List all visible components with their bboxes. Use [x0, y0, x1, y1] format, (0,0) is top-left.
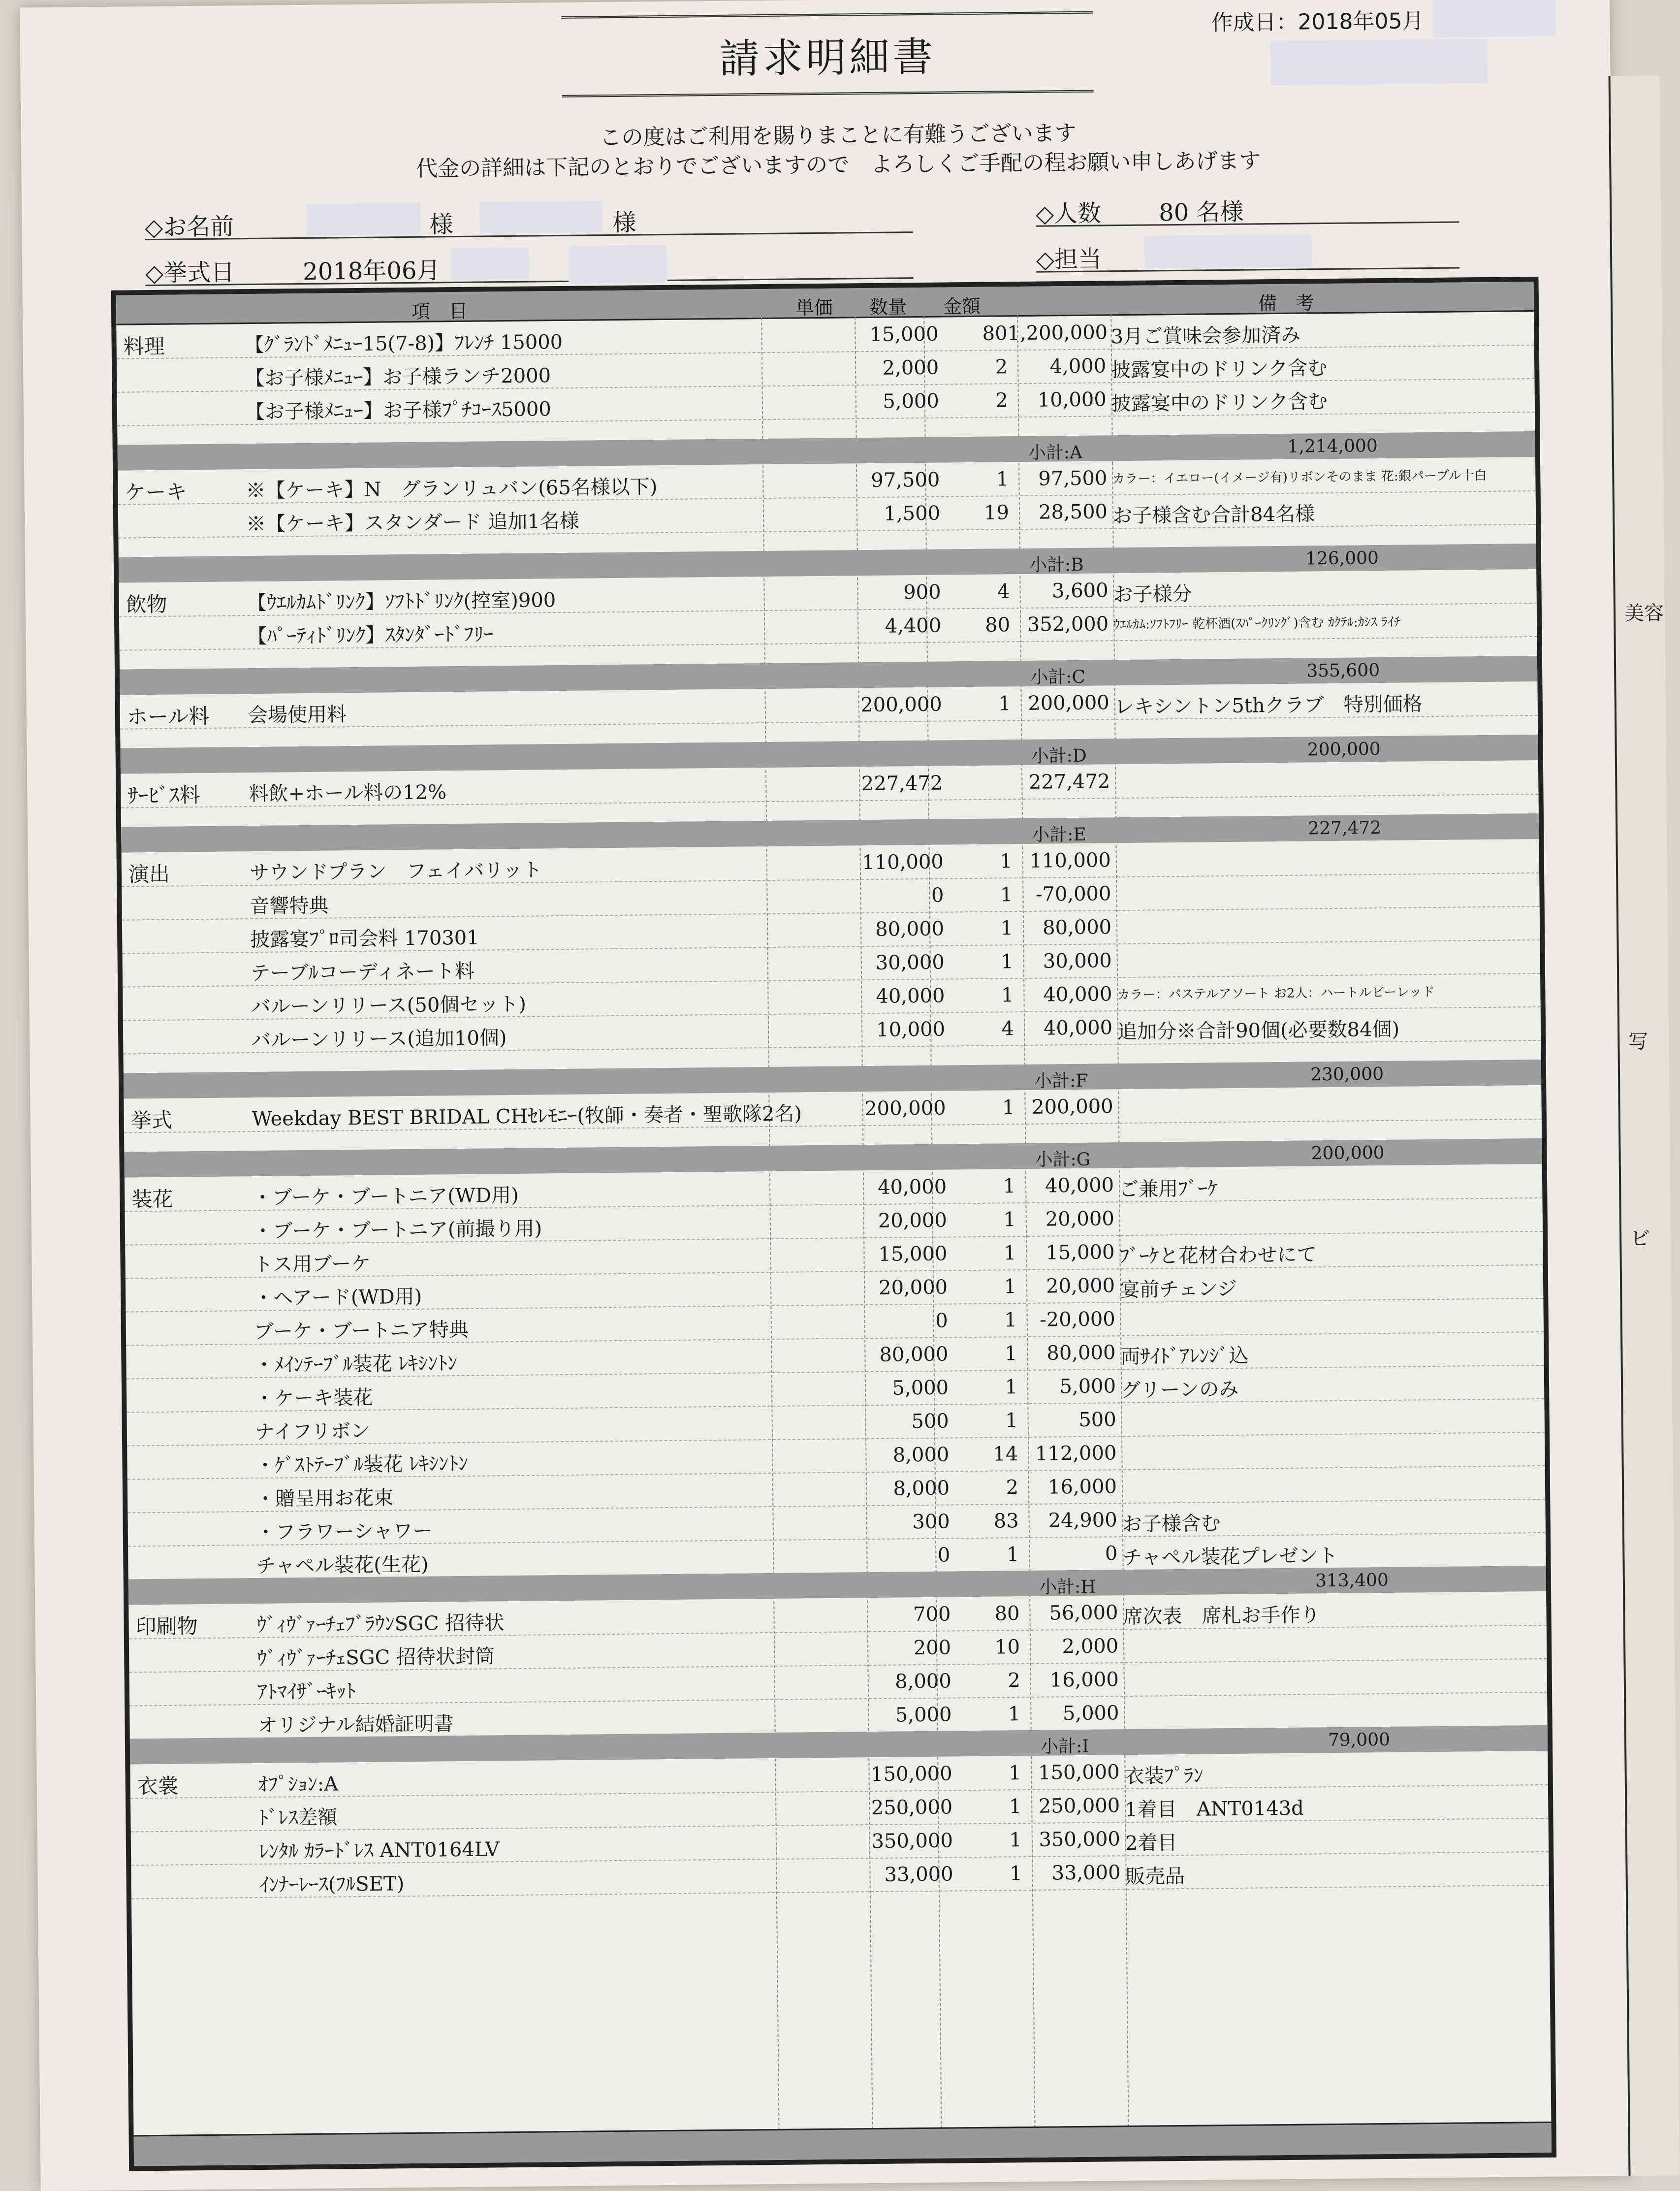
price-cell: 8,000	[895, 1670, 952, 1693]
price-cell: 33,000	[884, 1863, 953, 1886]
subtotal-label: 小計:D	[1031, 745, 1087, 767]
name-label: ◇お名前	[145, 213, 234, 242]
price-cell: 200,000	[860, 693, 942, 717]
date-value: 2018年06月	[302, 257, 441, 286]
subtotal-value: 200,000	[1311, 1142, 1385, 1164]
item-cell: オリジナル結婚証明書	[257, 1712, 454, 1738]
qty-cell: 4	[1001, 1017, 1014, 1040]
invoice-sheet	[20, 0, 1664, 2191]
page-title: 請求明細書	[719, 33, 936, 83]
subtotal-label: 小計:C	[1030, 667, 1086, 688]
category-cell: 演出	[128, 862, 170, 887]
note-cell: お子様含む合計84名様	[1112, 503, 1315, 528]
subtotal-value: 1,214,000	[1287, 436, 1378, 457]
amount-cell: 56,000	[1049, 1601, 1118, 1625]
note-cell: ｳｴﾙｶﾑ:ｿﾌﾄﾌﾘｰ 乾杯酒(ｽﾊﾟｰｸﾘﾝｸﾞ)含む ｶｸﾃﾙ:ｶｼｽ ﾗｲﾁ	[1113, 614, 1400, 633]
item-cell: ・ﾒｲﾝﾃｰﾌﾞﾙ装花 ﾚｷｼﾝﾄﾝ	[254, 1352, 458, 1377]
qty-cell: 1	[1004, 1275, 1017, 1298]
qty-cell: 1	[1005, 1376, 1018, 1399]
edge-label: ビ	[1630, 1227, 1650, 1251]
note-cell: カラー：パステルアソート お2人：ハートルビーレッド	[1117, 985, 1435, 1003]
item-cell: 会場使用料	[248, 703, 347, 727]
amount-cell: 112,000	[1035, 1442, 1117, 1465]
qty-cell: 1	[1008, 1703, 1021, 1726]
item-cell: ・ケーキ装花	[254, 1386, 373, 1411]
price-cell: 15,000	[869, 322, 939, 346]
amount-cell: -20,000	[1040, 1308, 1115, 1331]
item-cell: ｱﾄﾏｲｻﾞｰｷｯﾄ	[257, 1680, 356, 1704]
price-cell: 40,000	[876, 984, 945, 1008]
category-cell: 料理	[123, 334, 165, 359]
price-cell: 15,000	[878, 1242, 948, 1266]
redacted-block	[479, 201, 603, 233]
amount-cell: 5,000	[1062, 1702, 1119, 1725]
qty-cell: 4	[997, 580, 1010, 603]
amount-cell: 20,000	[1046, 1274, 1115, 1298]
item-cell: 音響特典	[250, 894, 329, 918]
edge-label: 美容	[1624, 602, 1664, 625]
amount-cell: 40,000	[1045, 1174, 1114, 1197]
category-cell: 印刷物	[135, 1614, 198, 1639]
col-amount-header: 金額	[943, 295, 981, 318]
note-cell: ご兼用ﾌﾞｰｹ	[1119, 1177, 1218, 1201]
amount-cell: 1,200,000	[1007, 321, 1108, 345]
redacted-block	[1144, 234, 1312, 268]
redacted-block	[1270, 39, 1488, 85]
qty-cell: 1	[1000, 917, 1014, 940]
col-qty-header: 数量	[869, 296, 907, 318]
qty-cell: 1	[1000, 883, 1013, 906]
category-cell: 衣裳	[137, 1773, 179, 1799]
item-cell: ナイフリボン	[254, 1419, 371, 1444]
subtotal-label: 小計:H	[1039, 1577, 1096, 1598]
price-cell: 30,000	[875, 951, 945, 974]
item-cell: 【ｳｴﾙｶﾑﾄﾞﾘﾝｸ】ｿﾌﾄﾄﾞﾘﾝｸ(控室)900	[247, 589, 556, 615]
subtotal-label: 小計:A	[1028, 442, 1083, 463]
price-cell: 8,000	[893, 1477, 950, 1500]
redacted-block	[1432, 0, 1556, 37]
category-cell: 飲物	[126, 592, 167, 617]
qty-cell: 1	[998, 692, 1011, 715]
subtotal-label: 小計:E	[1032, 824, 1086, 845]
qty-cell: 1	[1004, 1309, 1017, 1332]
date-label: ◇挙式日	[145, 258, 235, 288]
price-cell: 150,000	[870, 1762, 952, 1786]
item-cell: 【お子様ﾒﾆｭｰ】お子様ﾌﾟﾁｺｰｽ5000	[245, 398, 551, 424]
subtotal-label: 小計:I	[1040, 1736, 1089, 1757]
qty-cell: 19	[983, 501, 1010, 524]
amount-cell: 16,000	[1049, 1668, 1119, 1692]
price-cell: 5,000	[892, 1376, 949, 1400]
item-cell: ｵﾌﾟｼｮﾝ:A	[258, 1772, 339, 1797]
note-cell: ﾌﾞｰｹと花材合わせにて	[1119, 1243, 1317, 1268]
qty-cell: 1	[1003, 1208, 1016, 1231]
customer-name-field	[145, 197, 913, 240]
item-cell: トス用ブーケ	[253, 1252, 371, 1277]
price-cell: 5,000	[883, 389, 940, 413]
item-cell: バルーンリリース(追加10個)	[251, 1027, 507, 1052]
subtotal-value: 79,000	[1328, 1729, 1391, 1751]
col-price-header: 単価	[795, 296, 833, 319]
item-cell: ﾚﾝﾀﾙ ｶﾗｰﾄﾞﾚｽ ANT0164LV	[258, 1838, 500, 1864]
title-rule-top	[561, 11, 1093, 22]
amount-cell: 352,000	[1027, 612, 1109, 636]
note-cell: 宴前チェンジ	[1119, 1277, 1237, 1302]
qty-cell: 80	[994, 1602, 1020, 1625]
price-cell: 0	[937, 1544, 951, 1567]
staff-label: ◇担当	[1036, 245, 1102, 274]
subtotal-value: 126,000	[1305, 548, 1379, 569]
amount-cell: 40,000	[1043, 983, 1112, 1006]
title-rule-bottom	[562, 90, 1094, 100]
qty-cell: 1	[1004, 1342, 1017, 1365]
note-cell: 1着目 ANT0143d	[1125, 1797, 1304, 1822]
title-block	[561, 11, 1094, 107]
name-suffix-2: 様	[612, 209, 636, 237]
price-cell: 250,000	[871, 1796, 953, 1820]
qty-cell: 2	[1008, 1669, 1021, 1692]
item-cell: ブーケ・ブートニア特典	[254, 1318, 469, 1344]
item-cell: ・ブーケ・ブートニア(前撮り用)	[253, 1217, 542, 1243]
name-suffix-1: 様	[429, 211, 453, 239]
qty-cell: 1	[1000, 850, 1013, 873]
redacted-block	[450, 248, 530, 280]
item-cell: ｳﾞｨｳﾞｧｰﾁｪSGC 招待状封筒	[257, 1645, 495, 1671]
amount-cell: 33,000	[1051, 1861, 1121, 1885]
price-cell: 20,000	[878, 1209, 948, 1232]
item-cell: ※【ケーキ】スタンダード 追加1名様	[246, 510, 579, 536]
price-cell: 200,000	[864, 1096, 946, 1121]
category-cell: 装花	[131, 1187, 173, 1212]
redacted-block	[569, 245, 667, 284]
item-cell: テーブﾙコーディネート料	[250, 960, 475, 985]
item-cell: ※【ケーキ】N グランリュバン(65名様以下)	[246, 476, 658, 503]
subtotal-label: 小計:F	[1034, 1070, 1088, 1092]
qty-cell: 1	[1008, 1762, 1021, 1785]
amount-cell: 3,600	[1051, 579, 1109, 603]
item-cell: ｳﾞｨｳﾞｧｰﾁｪﾌﾞﾗｳﾝSGC 招待状	[256, 1611, 505, 1637]
note-cell: 衣装ﾌﾟﾗﾝ	[1124, 1764, 1204, 1788]
subtotal-value: 200,000	[1307, 739, 1381, 760]
item-cell: 披露宴ﾌﾟﾛ司会料 170301	[250, 926, 479, 952]
qty-cell: 1	[1006, 1543, 1019, 1566]
category-cell: ｻｰﾋﾞｽ料	[127, 783, 200, 808]
item-cell: 【お子様ﾒﾆｭｰ】お子様ランチ2000	[245, 364, 551, 390]
price-cell: 80,000	[879, 1343, 949, 1366]
price-cell: 8,000	[892, 1443, 950, 1467]
price-cell: 2,000	[882, 356, 939, 380]
qty-cell	[943, 771, 1012, 772]
edge-label: 写	[1628, 1030, 1648, 1054]
table-footer-bar	[134, 2122, 1552, 2166]
item-cell: ｲﾝﾅｰﾚｰｽ(ﾌﾙSET)	[259, 1872, 405, 1897]
subtotal-value: 227,472	[1308, 818, 1382, 839]
subtotal-value: 230,000	[1310, 1064, 1384, 1085]
amount-cell: 5,000	[1059, 1375, 1116, 1398]
qty-cell: 80	[985, 613, 1011, 637]
amount-cell: 97,500	[1038, 467, 1108, 490]
amount-cell: 15,000	[1046, 1241, 1115, 1264]
price-cell: 97,500	[871, 468, 940, 492]
price-cell: 80,000	[875, 917, 945, 941]
amount-cell: 200,000	[1028, 691, 1109, 715]
amount-cell: 0	[1105, 1542, 1118, 1565]
qty-cell: 83	[993, 1510, 1019, 1533]
headcount-field	[1036, 187, 1459, 226]
qty-cell: 1	[1003, 1242, 1016, 1265]
qty-cell: 2	[995, 389, 1009, 412]
note-cell: レキシントン5thクラブ 特別価格	[1114, 693, 1423, 719]
amount-cell: 150,000	[1038, 1761, 1120, 1784]
amount-cell: 80,000	[1046, 1341, 1116, 1365]
amount-cell: 250,000	[1038, 1794, 1120, 1818]
redacted-block	[307, 203, 421, 235]
category-cell: ケーキ	[125, 480, 187, 505]
qty-cell: 2	[995, 355, 1008, 379]
amount-cell: 227,472	[1028, 770, 1110, 794]
amount-cell: 4,000	[1049, 354, 1107, 378]
greeting	[395, 117, 1281, 184]
amount-cell: 500	[1078, 1408, 1116, 1431]
category-cell: ホール料	[127, 704, 210, 729]
qty-cell: 1	[996, 468, 1009, 491]
item-cell: ・ｹﾞｽﾄﾃｰﾌﾞﾙ装花 ﾚｷｼﾝﾄﾝ	[255, 1452, 469, 1478]
note-cell: 販売品	[1125, 1865, 1185, 1889]
subtotal-label: 小計:G	[1035, 1149, 1091, 1170]
col-note-header: 備 考	[1258, 292, 1315, 315]
people-value: 80 名様	[1158, 198, 1244, 227]
subtotal-label: 小計:B	[1029, 554, 1084, 576]
amount-cell: 40,000	[1043, 1016, 1113, 1040]
price-cell: 5,000	[895, 1703, 952, 1727]
item-cell: ﾄﾞﾚｽ差額	[258, 1806, 338, 1830]
qty-cell: 1	[1002, 1096, 1015, 1119]
qty-cell: 80	[982, 322, 1008, 345]
wedding-date-field	[145, 243, 914, 286]
item-cell: ・フラワーシャワー	[255, 1519, 433, 1545]
category-cell: 挙式	[130, 1108, 173, 1133]
qty-cell: 1	[1001, 984, 1014, 1007]
greeting-line-2: 代金の詳細は下記のとおりでございますので よろしくご手配の程お願い申しあげます	[416, 148, 1261, 182]
amount-cell: 200,000	[1031, 1095, 1113, 1119]
price-cell: 500	[911, 1410, 949, 1433]
qty-cell: 1	[1001, 950, 1014, 973]
price-cell: 4,400	[885, 614, 942, 638]
item-cell: 【ｸﾞﾗﾝﾄﾞﾒﾆｭｰ15(7-8)】ﾌﾚﾝﾁ 15000	[244, 330, 563, 357]
price-cell: 227,472	[861, 772, 943, 796]
amount-cell: 30,000	[1043, 949, 1112, 973]
col-item-header: 項 目	[411, 300, 468, 322]
note-cell: 2着目	[1125, 1832, 1177, 1855]
item-cell: 【ﾊﾟｰﾃｨﾄﾞﾘﾝｸ】ｽﾀﾝﾀﾞｰﾄﾞﾌﾘｰ	[247, 623, 494, 648]
amount-cell: -70,000	[1035, 882, 1111, 906]
note-cell: お子様分	[1113, 582, 1192, 607]
amount-cell: 110,000	[1029, 849, 1111, 872]
qty-cell: 2	[1006, 1476, 1019, 1499]
price-cell: 0	[935, 1309, 948, 1332]
item-cell: 料飲+ホール料の12%	[249, 781, 447, 806]
subtotal-value: 355,600	[1306, 660, 1380, 681]
price-cell: 300	[912, 1510, 950, 1534]
price-cell: 10,000	[876, 1018, 946, 1041]
price-cell: 40,000	[877, 1175, 947, 1199]
note-cell: 両ｻｲﾄﾞｱﾚﾝｼﾞ込	[1120, 1344, 1249, 1369]
invoice-table	[111, 277, 1557, 2171]
price-cell: 0	[931, 884, 944, 907]
amount-cell: 28,500	[1038, 500, 1108, 524]
people-label: ◇人数	[1035, 199, 1102, 228]
amount-cell: 2,000	[1062, 1635, 1119, 1658]
qty-cell: 1	[1005, 1409, 1018, 1432]
note-cell: 追加分※合計90個(必要数84個)	[1117, 1018, 1400, 1044]
note-cell: 3月ご賞味会参加済み	[1110, 323, 1301, 349]
item-cell: バルーンリリース(50個セット)	[251, 993, 527, 1019]
note-cell: グリーンのみ	[1120, 1378, 1239, 1402]
amount-cell: 20,000	[1045, 1207, 1115, 1231]
price-cell: 1,500	[884, 502, 941, 525]
created-date: 作成日：2018年05月	[1211, 8, 1424, 36]
qty-cell: 1	[1009, 1829, 1022, 1852]
note-cell: 披露宴中のドリンク含む	[1111, 390, 1328, 416]
note-cell: 席次表 席札お手作り	[1123, 1604, 1320, 1629]
qty-cell: 1	[1009, 1795, 1022, 1818]
item-cell: チャペル装花(生花)	[256, 1553, 429, 1578]
item-cell: ・贈呈用お花束	[255, 1486, 394, 1511]
note-cell: チャペル装花プレゼント	[1122, 1544, 1338, 1570]
note-cell: カラー：イエロー(イメージ有)リボンそのまま 花:銀パープル十白	[1112, 468, 1487, 487]
item-cell: ・ブーケ・ブートニア(WD用)	[253, 1184, 519, 1210]
qty-cell: 10	[995, 1636, 1020, 1659]
amount-cell: 350,000	[1039, 1828, 1121, 1851]
price-cell: 20,000	[878, 1276, 948, 1299]
qty-cell: 14	[993, 1443, 1018, 1466]
greeting-line-1: この度はご利用を賜りまことに有難うございます	[600, 120, 1077, 151]
price-cell: 200	[913, 1636, 951, 1660]
price-cell: 110,000	[862, 850, 944, 874]
amount-cell: 16,000	[1047, 1475, 1117, 1499]
staff-field	[1036, 232, 1460, 272]
subtotal-value: 313,400	[1315, 1570, 1389, 1591]
price-cell: 350,000	[871, 1829, 953, 1853]
amount-cell: 80,000	[1042, 916, 1112, 939]
item-cell: ・ヘアード(WD用)	[254, 1285, 422, 1310]
note-cell: お子様含む	[1122, 1512, 1221, 1536]
amount-cell: 24,900	[1048, 1509, 1117, 1532]
qty-cell: 1	[1009, 1862, 1022, 1885]
item-cell: サウンドプラン フェイバリット	[249, 859, 542, 885]
note-cell: 披露宴中のドリンク含む	[1111, 357, 1328, 382]
item-cell: Weekday BEST BRIDAL CHｾﾚﾓﾆｰ(牧師・奏者・聖歌隊2名)	[252, 1102, 802, 1131]
price-cell: 900	[903, 580, 941, 604]
qty-cell: 1	[1003, 1175, 1016, 1198]
adjacent-sheet-edge	[1609, 76, 1680, 2176]
amount-cell: 10,000	[1037, 388, 1107, 412]
price-cell: 700	[913, 1603, 951, 1626]
